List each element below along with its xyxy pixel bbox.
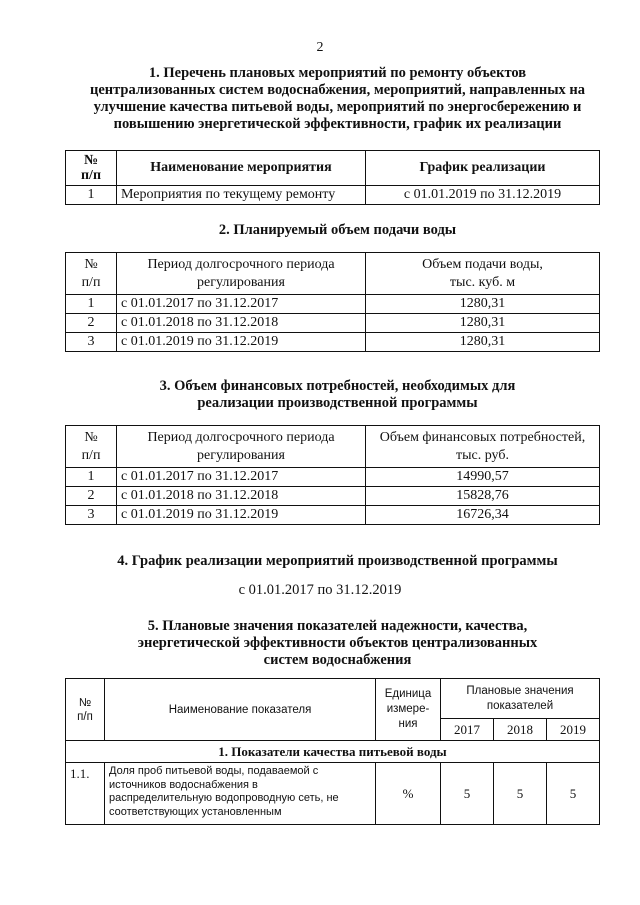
table-row: 1 Мероприятия по текущему ремонту с 01.01.2019 по 31.12.2019 xyxy=(66,186,600,205)
section-1-title: 1. Перечень плановых мероприятий по ремонту объектов централизованных систем водоснабжения, мероприятий, направленных на улучшение качества питьевой воды, мероприятий по энергосбережению и повышению энергетической эффективности, график их реализации xyxy=(89,65,586,132)
table-header-row: № п/п Наименование мероприятия График реализации xyxy=(66,151,600,186)
water-volume-table xyxy=(65,252,600,352)
table-row: 3 с 01.01.2019 по 31.12.2019 1280,31 xyxy=(66,333,600,352)
page-number: 2 xyxy=(316,40,324,55)
years-row: 2017 2018 2019 xyxy=(66,719,600,741)
table-row: 1 с 01.01.2017 по 31.12.2017 1280,31 xyxy=(66,295,600,314)
section-5-title: 5. Плановые значения показателей надежности, качества, энергетической эффективности объектов централизованных систем водоснабжения xyxy=(137,618,538,668)
program-period: с 01.01.2017 по 31.12.2019 xyxy=(238,582,402,598)
section-2-title: 2. Планируемый объем подачи воды xyxy=(218,222,457,238)
financial-needs-table xyxy=(65,425,600,525)
table-header-row: № п/п Период долгосрочного периода регулирования Объем подачи воды, тыс. куб. м xyxy=(66,253,600,295)
group-row: 1. Показатели качества питьевой воды xyxy=(66,741,600,763)
table-row: 1.1. Доля проб питьевой воды, подаваемой с источников водоснабжения в распределительную водопроводную сеть, не соответствующих установленным % 5 5 5 xyxy=(66,763,600,825)
table-row: 1 с 01.01.2017 по 31.12.2017 14990,57 xyxy=(66,468,600,487)
section-3-title: 3. Объем финансовых потребностей, необходимых для реализации производственной программы xyxy=(159,378,516,411)
indicators-table xyxy=(65,678,600,825)
table-header-row: № п/п Период долгосрочного периода регулирования Объем финансовых потребностей, тыс. руб. xyxy=(66,426,600,468)
table-row: 2 с 01.01.2018 по 31.12.2018 15828,76 xyxy=(66,487,600,506)
table-row: 2 с 01.01.2018 по 31.12.2018 1280,31 xyxy=(66,314,600,333)
section-4-title: 4. График реализации мероприятий производственной программы xyxy=(117,553,558,569)
table-header-row: № п/п Наименование показателя Единица измере- ния Плановые значения показателей xyxy=(66,679,600,719)
activities-table xyxy=(65,150,600,205)
table-row: 3 с 01.01.2019 по 31.12.2019 16726,34 xyxy=(66,506,600,525)
